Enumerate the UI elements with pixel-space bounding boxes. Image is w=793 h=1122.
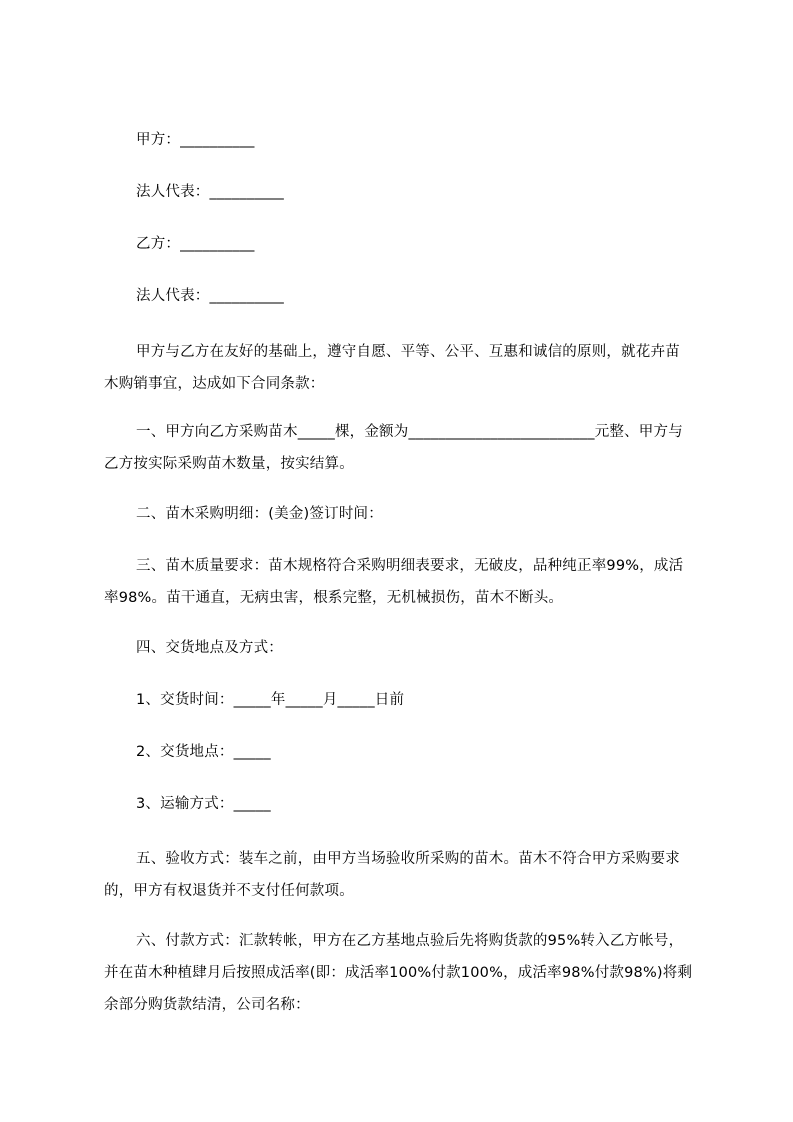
clause-3-paragraph: 三、苗木质量要求：苗木规格符合采购明细表要求，无破皮，品种纯正率99%，成活率98%。苗干通直，无病虫害，根系完整，无机械损伤，苗木不断头。 <box>104 558 684 606</box>
party-b-line: 乙方：__________ <box>136 236 255 252</box>
delivery-place-line: 2、交货地点：_____ <box>136 744 271 760</box>
preamble-paragraph: 甲方与乙方在友好的基础上，遵守自愿、平等、公平、互惠和诚信的原则，就花卉苗木购销事宜，达成如下合同条款： <box>104 344 680 392</box>
clause-2-paragraph: 二、苗木采购明细：(美金)签订时间： <box>136 506 383 522</box>
transport-method-line: 3、运输方式：_____ <box>136 796 271 812</box>
clause-1-paragraph: 一、甲方向乙方采购苗木_____棵，金额为_________________________元整、甲方与乙方按实际采购苗木数量，按实结算。 <box>104 424 683 472</box>
delivery-time-line: 1、交货时间：_____年_____月_____日前 <box>136 692 405 708</box>
clause-4-heading: 四、交货地点及方式： <box>136 640 283 656</box>
clause-6-paragraph: 六、付款方式：汇款转帐，甲方在乙方基地点验后先将购货款的95%转入乙方帐号，并在苗木种植肆月后按照成活率(即：成活率100%付款100%，成活率98%付款98%)将剩余部分购货款结清，公司名称： <box>104 933 693 1013</box>
party-a-legal-rep-line: 法人代表：__________ <box>136 184 284 200</box>
party-b-legal-rep-line: 法人代表：__________ <box>136 288 284 304</box>
clause-5-paragraph: 五、验收方式：装车之前，由甲方当场验收所采购的苗木。苗木不符合甲方采购要求的，甲方有权退货并不支付任何款项。 <box>104 851 680 899</box>
party-a-line: 甲方：__________ <box>136 132 255 148</box>
